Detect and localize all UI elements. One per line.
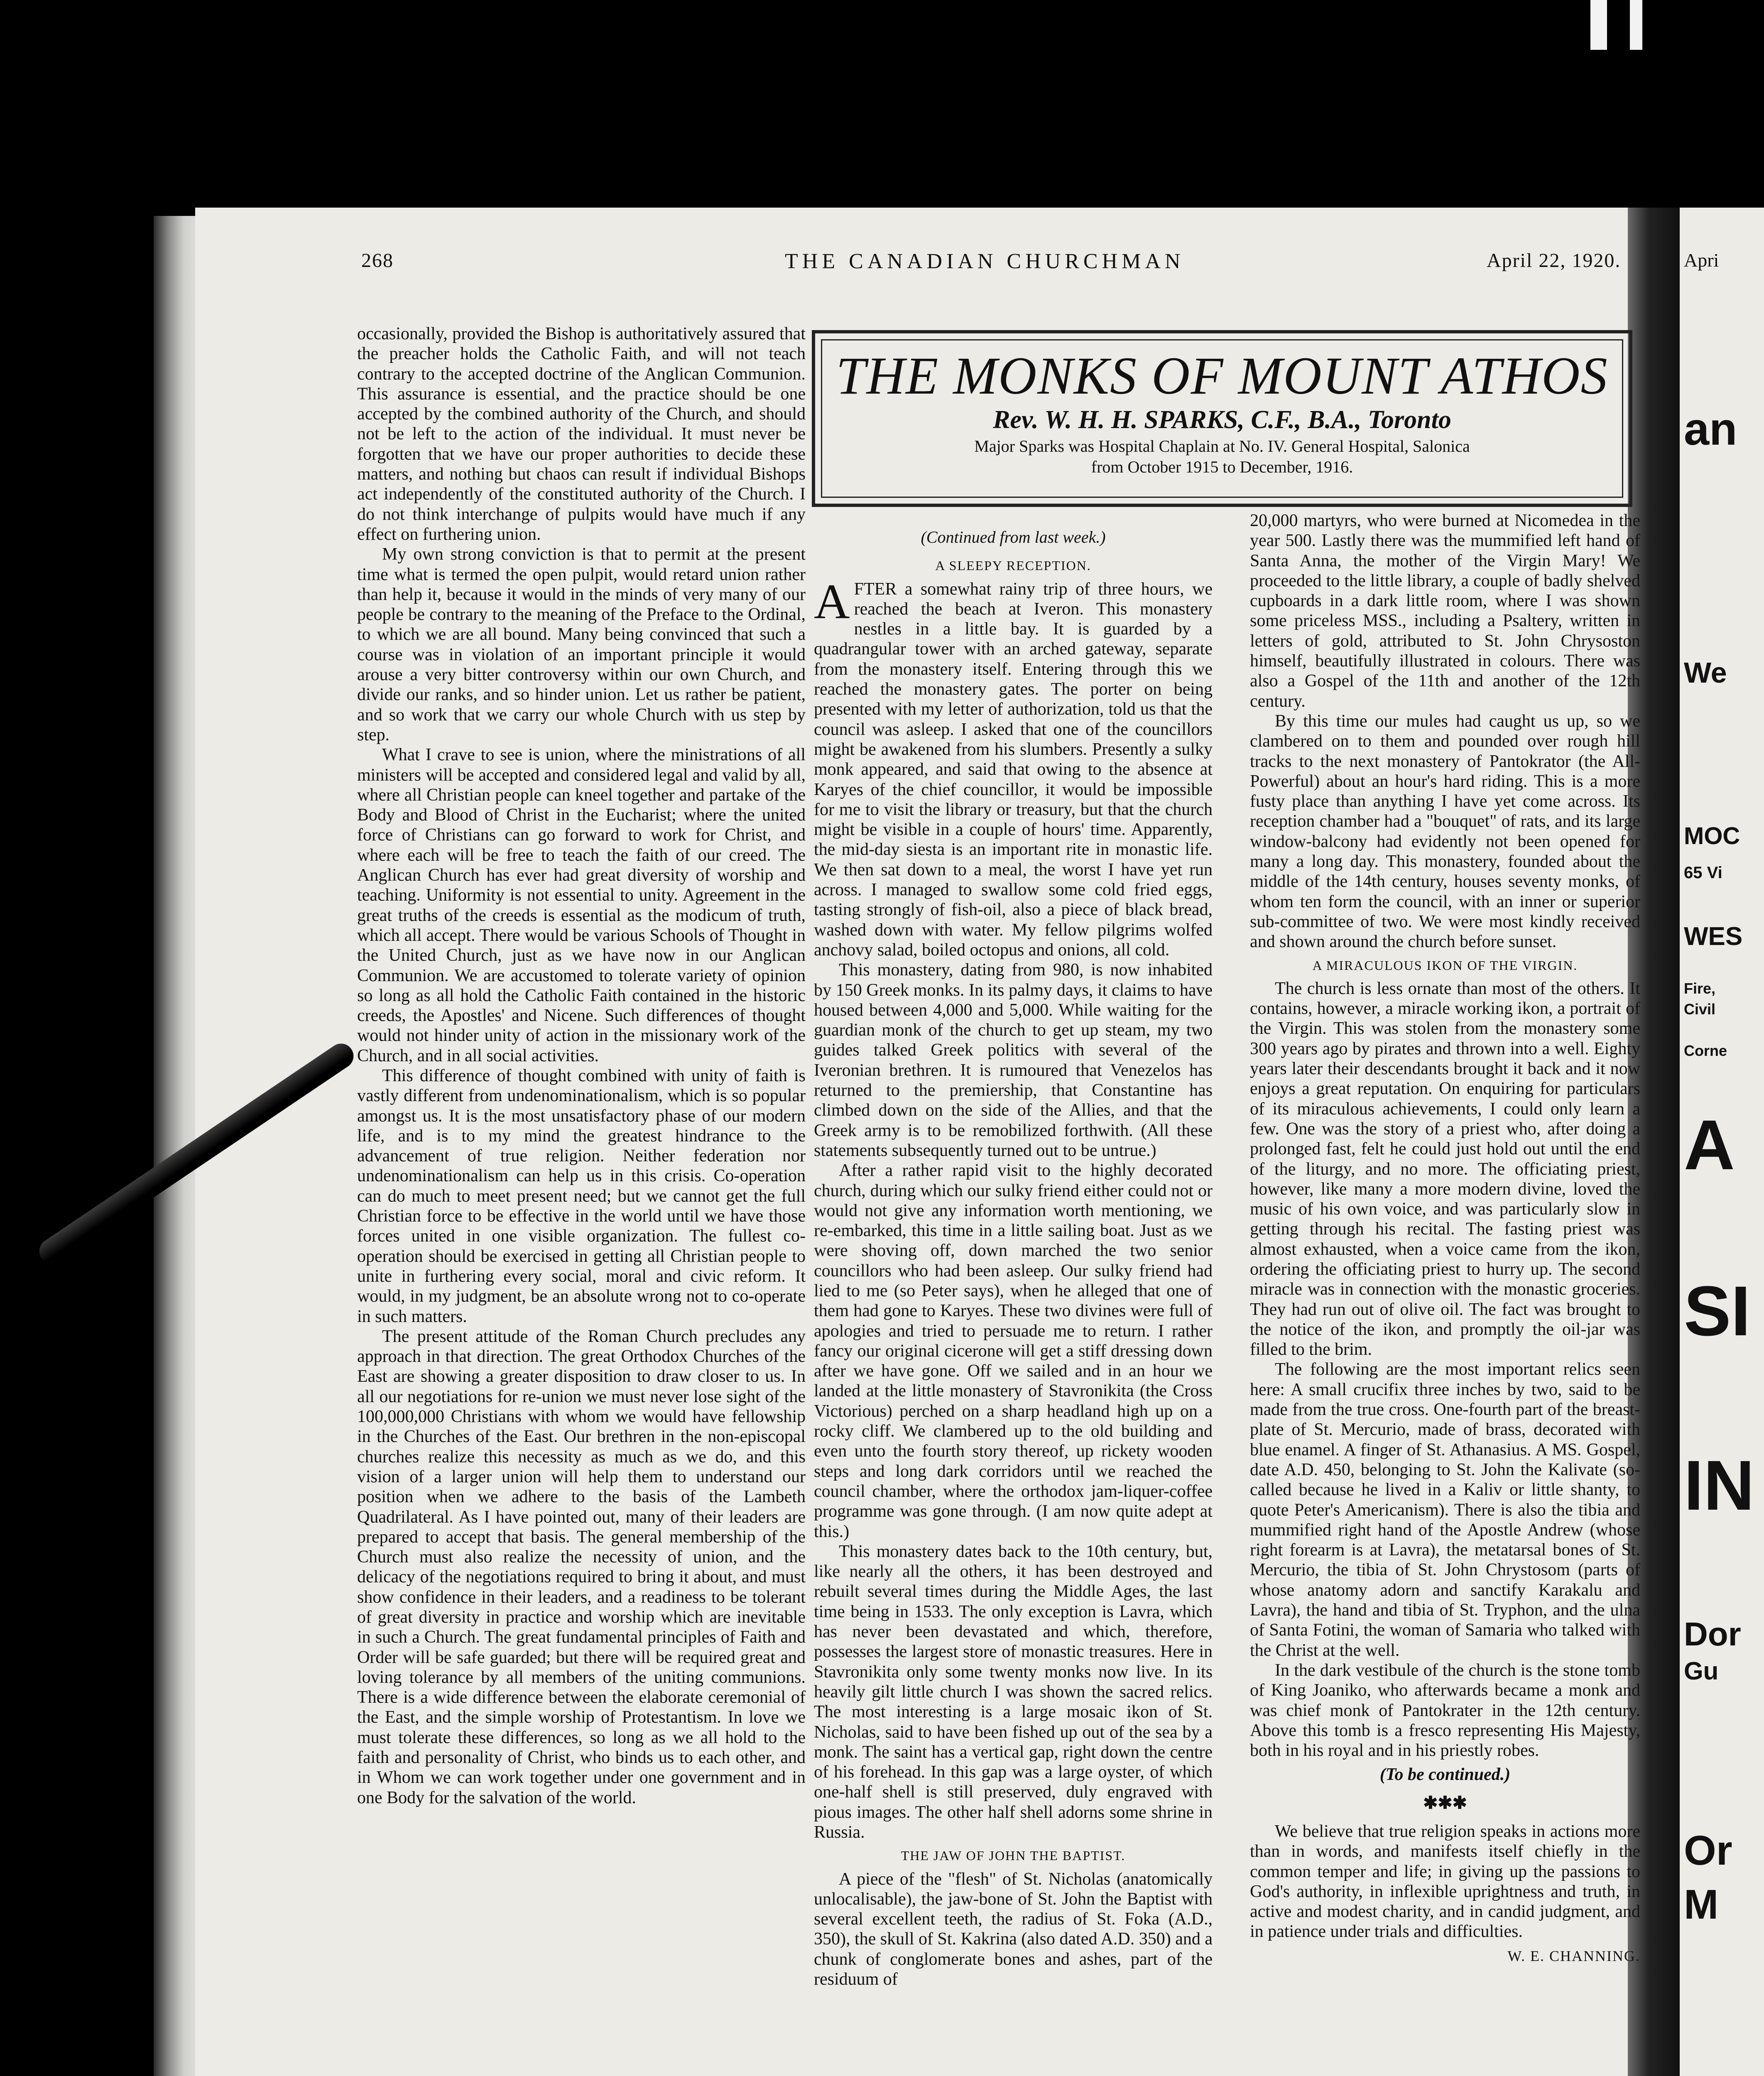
paragraph: The following are the most important relics seen here: A small crucifix three inches by two, said to be made from the true cross. One-fourth part of the breast-plate of St. Mercurio, made of brass, decorated with blue enamel. A finger of St. Athanasius. A MS. Gospel, date A.D. 450, belonging to St. John the Kalivate (so-called because he lived in a Kaliv or little shanty, to quote Peter's Americanism). There is also the tibia and mummified right hand of the Apostle Andrew (whose right forearm is at Lavra), the metatarsal bones of St. Mercurio, the tibia of St. John Chrystosom (parts of whose anatomy adorn and sanctify Karakalu and Lavra), the hand and tibia of St. Tryphon, and the ulna of Santa Fotini, the woman of Samaria who talked with the Christ at the well. [1250, 1360, 1640, 1660]
quote-paragraph: We believe that true religion speaks in actions more than in words, and manifests itself chiefly in the common temper and life; in giving up the passions to God's authority, in inflexible uprightness and truth, in active and modest charity, and in candid judgment, and in patience under trials and difficulties. [1250, 1822, 1640, 1941]
article-byline: Rev. W. H. H. SPARKS, C.F., B.A., Toronto [993, 406, 1451, 434]
section-divider: ✱✱✱ [1423, 1793, 1467, 1813]
ad-fragment: We [1684, 656, 1727, 689]
quote-signature: W. E. CHANNING. [1507, 1947, 1640, 1964]
ad-fragment: Gu [1684, 1657, 1719, 1685]
article-title: THE MONKS OF MOUNT ATHOS [836, 346, 1608, 405]
paragraph: A piece of the "flesh" of St. Nicholas (anatomically unlocalisable), the jaw-bone of St. John the Baptist with several excellent teeth, the radius of St. Foka (A.D., 350), the skull of St. Kakrina (also dated A.D. 350) and a chunk of conglomerate bones and ashes, part of the residuum of [814, 1869, 1213, 1989]
ad-fragment: A [1684, 1106, 1735, 1185]
subheading: THE JAW OF JOHN THE BAPTIST. [901, 1848, 1126, 1863]
paragraph: 20,000 martyrs, who were burned at Nicomedea in the year 500. Lastly there was the mummified left hand of Santa Anna, the mother of the Virgin Mary! We proceeded to the little library, a couple of badly shelved cupboards in a dark little room, where I was shown some priceless MSS., including a Psaltery, written in letters of gold, attributed to St. John Chrysoston himself, beautifully illustrated in colours. There was also a Gospel of the 11th and another of the 12th century. [1250, 511, 1640, 711]
subheading: A SLEEPY RECEPTION. [935, 558, 1091, 573]
drop-cap: A [814, 573, 850, 629]
paragraph: After a rather rapid visit to the highly decorated church, during which our sulky friend either could not or would not give any information worth mentioning, we re-embarked, this time in a little sailing boat. Just as we were shoving off, down marched the two senior councillors who had been asleep. Our sulky friend had lied to me (so Peter says), when he alleged that one of them had gone to Karyes. These two divines were full of apologies and tried to persuade me to return. I rather fancy our original cicerone will get a stiff dressing down after we have gone. Off we sailed and in an hour we landed at the little monastery of Stavronikita (the Cross Victorious) perched on a sharp headland high up on a rocky cliff. We clambered up to the old building and even unto the fourth story thereof, up rickety wooden steps and long dark corridors until we reached the council chamber, where the orthodox jam-liquer-coffee programme was gone through. (I am now quite adept at this.) [814, 1161, 1213, 1541]
masthead: THE CANADIAN CHURCHMAN [785, 250, 1185, 273]
ad-fragment: M [1684, 1881, 1719, 1928]
ad-fragment: Corne [1684, 1042, 1727, 1059]
ad-fragment: IN [1684, 1446, 1754, 1525]
to-be-continued: (To be continued.) [1379, 1765, 1511, 1785]
ad-fragment: MOC [1684, 823, 1740, 849]
ad-fragment: WES [1684, 922, 1743, 951]
ad-fragment: Fire, [1684, 980, 1716, 997]
ad-fragment: an [1684, 404, 1737, 455]
paragraph: The present attitude of the Roman Church precludes any approach in that direction. The great Orthodox Churches of the East are showing a greater disposition to draw closer to us. In all our negotiations for re-union we must never lose sight of the 100,000,000 Christians with whom we would have fellowship in the Churches of the East. Our brethren in the non-episcopal churches realize this necessity as much as we do, and this vision of a larger union will help them to understand our position when we adhere to the basis of the Lambeth Quadrilateral. As I have pointed out, many of their leaders are prepared to accept that basis. The general membership of the Church must also realize the necessity of union, and the delicacy of the negotiations required to bring it about, and must show confidence in their leaders, and a readiness to be tolerant of great diversity in practice and worship which are inevitable in such a Church. The great fundamental principles of Faith and Order will be safe guarded; but there will be required great and loving tolerance by all members of the uniting communions. There is a wide difference between the elaborate ceremonial of the East, and the simple worship of Protestantism. In love we must tolerate these differences, so long as we all hold to the faith and personality of Christ, who binds us to each other, and in Whom we can work together under one government and in one Body for the salvation of the world. [357, 1327, 806, 1807]
ad-fragment: Or [1684, 1827, 1732, 1874]
ad-fragment: Civil [1684, 1001, 1716, 1018]
adjacent-date: Apri [1684, 250, 1719, 271]
continued-note: (Continued from last week.) [921, 528, 1106, 546]
scan-mark [1630, 0, 1642, 50]
paragraph: What I crave to see is union, where the ministrations of all ministers will be accepted and considered legal and valid by all, where all Christian people can kneel together and partake of the Body and Blood of Christ in the Eucharist; where the united force of Christians can go forward to work for Christ, and where each will be free to teach the faith of our creed. The Anglican Church has ever had great diversity of worship and teaching. Uniformity is not essential to unity. Agreement in the great truths of the creeds is essential as the modicum of truth, which all accept. There would be various Schools of Thought in the United Church, just as we have now in our Anglican Communion. We are accustomed to tolerate variety of opinion so long as all hold the Catholic Faith contained in the historic creeds, the Apostles' and Nicene. Such differences of thought would not hinder unity of action in the missionary work of the Church, and in all social activities. [357, 745, 806, 1065]
paragraph: In the dark vestibule of the church is the stone tomb of King Joaniko, who afterwards became a monk and was chief monk of Pantokrater in the 12th century. Above this tomb is a fresco representing His Majesty, both in his royal and in his priestly robes. [1250, 1660, 1640, 1760]
paragraph: My own strong conviction is that to permit at the present time what is termed the open pulpit, would retard union rather than help it, because it would in the minds of very many of our people be contrary to the meaning of the Preface to the Ordinal, to which we are all bound. Many being convinced that such a course was in violation of an important principle it would arouse a very bitter controversy within our own Church, and divide our ranks, and so hinder union. Let us rather be patient, and so work that we carry our whole Church with us step by step. [357, 545, 806, 744]
adjacent-page [1680, 208, 1764, 2076]
paragraph-text: FTER a somewhat rainy trip of three hours, we reached the beach at Iveron. This monastery nestles in a little bay. It is guarded by a quadrangular tower with an arched gateway, separate from the monastery itself. Entering through this we reached the monastery gates. The porter on being presented with my letter of authorization, told us that the council was asleep. I asked that one of the councillors might be awakened from his slumbers. Presently a sulky monk appeared, and said that owing to the absence at Karyes of the chief councillor, it would be impossible for me to visit the library or treasury, but that the church might be visible in a couple of hours' time. Apparently, the mid-day siesta is an important rite in monastic life. We then sat down to a meal, the worst I have yet run across. I managed to swallow some cold fried eggs, tasting strongly of fish-oil, also a piece of black bread, washed down with water. My fellow pilgrims wolfed anchovy salad, boiled octopus and onions, all cold. [814, 579, 1213, 960]
paragraph: This monastery, dating from 980, is now inhabited by 150 Greek monks. In its palmy days, it claims to have housed between 4,000 and 5,000. While waiting for the guardian monk of the church to get up steam, my two guides talked Greek politics with several of the Iveronian brethren. It is rumoured that Venezelos has returned to the premiership, that Constantine has climbed down on the side of the Allies, and that the Greek army is to be remobilized forthwith. (All these statements subsequently turned out to be untrue.) [814, 960, 1213, 1160]
subheading: A MIRACULOUS IKON OF THE VIRGIN. [1312, 957, 1578, 973]
article-title-box [812, 330, 1632, 507]
issue-date: April 22, 1920. [1487, 250, 1621, 272]
ad-fragment: SI [1684, 1272, 1751, 1351]
column-right [1250, 511, 1640, 1966]
paragraph [814, 573, 1213, 960]
paragraph: The church is less ornate than most of the others. It contains, however, a miracle working ikon, a portrait of the Virgin. This was stolen from the monastery some 300 years ago by pirates and thrown into a well. Eighty years later their descendants brought it back and it now enjoys a great reputation. On enquiring for particulars of its miraculous achievements, I could only learn a few. One was the story of a priest who, after doing a prolonged fast, felt he could just hold out until the end of the liturgy, and no more. The officiating priest, however, like many a more modern divine, loved the music of his own voice, and was particularly slow in getting through his recital. The fasting priest was almost exhausted, when a voice came from the ikon, ordering the officiating priest to hurry up. The second miracle was in connection with the monastic groceries. They had run out of olive oil. The fact was brought to the notice of the ikon, and promptly the oil-jar was filled to the brim. [1250, 979, 1640, 1359]
column-left [357, 324, 806, 1808]
paragraph: By this time our mules had caught us up, so we clambered on to them and pounded over rough hill tracks to the next monastery of Pantokrator (the All-Powerful) about an hour's hard riding. This is a more fusty place than anything I have yet come across. Its reception chamber had a "bouquet" of rats, and its large window-balcony had evidently not been opened for many a long day. This monastery, founded about the middle of the 14th century, houses seventy monks, of whom ten form the council, with an inner or superior sub-committee of two. We were most kindly received and shown around the church before sunset. [1250, 711, 1640, 952]
paragraph: This monastery dates back to the 10th century, but, like nearly all the others, it has been destroyed and rebuilt several times during the Middle Ages, the last time being in 1533. The only exception is Lavra, which has never been devastated and which, therefore, possesses the largest store of monastic treasures. Here in Stavronikita only some twenty monks now live. In its heavily gilt little church I was shown the sacred relics. The most interesting is a large mosaic ikon of St. Nicholas, said to have been fished up out of the sea by a monk. The saint has a vertical gap, right down the centre of his forehead. In this gap was a large oyster, of which one-half shell is still preserved, duly engraved with pious images. The other half shell adorns some shrine in Russia. [814, 1542, 1213, 1842]
ad-fragment: 65 Vi [1684, 864, 1722, 882]
scan-mark [1590, 0, 1607, 50]
paragraph: occasionally, provided the Bishop is authoritatively assured that the preacher holds the Catholic Faith, and will not teach contrary to the accepted doctrine of the Anglican Communion. This assurance is essential, and the practice should be one accepted by the combined authority of the Church, and should not be left to the action of the individual. It must never be forgotten that we have our proper authorities to decide these matters, and nothing but chaos can result if individual Bishops act independently of the constituted authority of the Church. I do not think interchange of pulpits would have much if any effect on furthering union. [357, 324, 806, 544]
column-middle [814, 527, 1213, 1989]
page-number: 268 [361, 250, 394, 272]
paragraph: This difference of thought combined with unity of faith is vastly different from undenominationalism, which is so popular amongst us. It is the most unsatisfactory phase of our modern life, and is to my mind the greatest hindrance to the advancement of true religion. Neither federation nor undenominationalism can help us in this crisis. Co-operation can do much to meet present need; but we cannot get the full Christian force to be effective in the world until we have those forces united in one visible organization. The fullest co-operation should be exercised in getting all Christian people to unite in furthering every social, moral and civic reform. It would, in my judgment, be an absolute wrong not to co-operate in such matters. [357, 1066, 806, 1326]
author-note-1: Major Sparks was Hospital Chaplain at No. IV. General Hospital, Salonica [974, 437, 1470, 455]
ad-fragment: Dor [1684, 1616, 1741, 1652]
author-note-2: from October 1915 to December, 1916. [1091, 458, 1353, 476]
